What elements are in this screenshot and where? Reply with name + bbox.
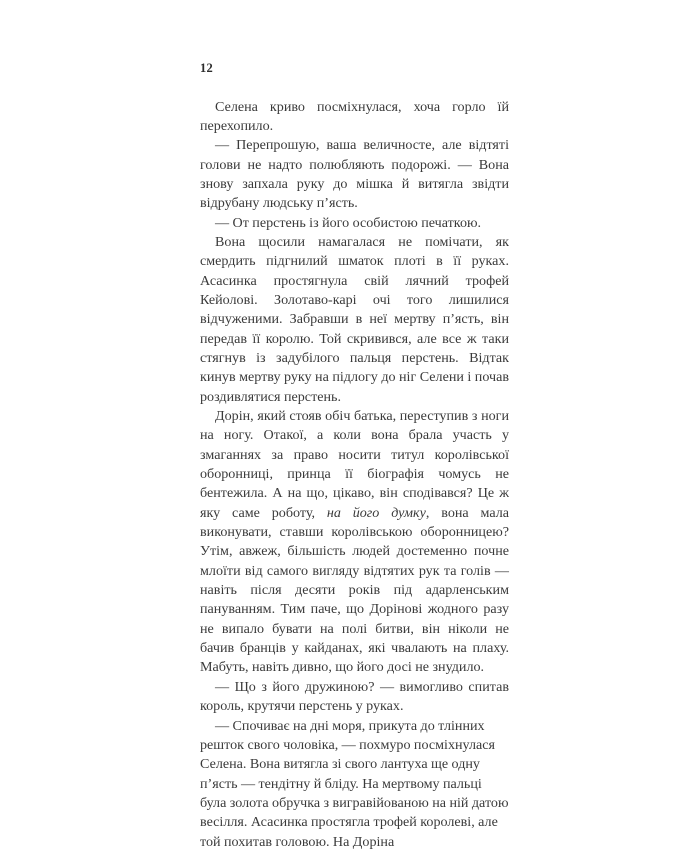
paragraph: — Перепрошую, ваша величносте, але відтяті голови не надто полюбляють подорожі. — Вона знову запхала руку до мішка й витягла звідти відрубану людську п’ясть.	[200, 137, 509, 212]
text-block	[200, 62, 509, 852]
paragraph	[200, 407, 509, 678]
paragraph: — Що з його дружиною? — вимогливо спитав король, крутячи перстень у руках.	[200, 678, 509, 715]
paragraph: Селена криво посміхнулася, хоча горло їй перехопило.	[200, 98, 509, 134]
paragraph-segment: , вона мала виконувати, ставши королівською оборонницею? Утім, авжеж, більшість людей достеменно почне млоїти від самого вигляду відтятих рук та голів — навіть після десяти років під адарленським пануванням. Тим паче, що Дорінові жодного разу не випало бувати на полі битви, він ніколи не бачив бранців у кайданах, які чвалають на плаху. Мабуть, навіть дивно, що його досі не знудило.	[200, 504, 509, 676]
paragraph: — От перстень із його особистою печаткою.	[215, 214, 482, 231]
paragraph: — Спочиває на дні моря, прикута до тлінних решток свого чоловіка, — похмуро посміхнулася Селена. Вона витягла зі свого лантуха ще одну п’ясть — тендітну й бліду. На мертвому пальці була золота обручка з вигравійованою на ній датою весілля. Асасинка простягла трофей королеві, але той похитав головою. На Доріна	[200, 717, 509, 850]
paragraph: Вона щосили намагалася не помічати, як смердить підгнилий шматок плоті в її руках. Асасинка простягнула свій лячний трофей Кейолові. Золотаво-карі очі того лишилися відчуженими. Забравши в неї мертву п’ясть, він передав її королю. Той скривився, але все ж таки стягнув із задубілого пальця перстень. Відтак кинув мертву руку на підлогу до ніг Селени і почав роздивлятися перстень.	[200, 233, 509, 405]
emphasis-text: на його думку	[326, 504, 426, 521]
body-text	[200, 98, 509, 852]
paragraph-segment: Дорін, який стояв обіч батька, переступив з ноги на ногу. Отакої, а коли вона брала участь у змаганнях за право носити титул королівської оборонниці, принца її біографія чомусь не бентежила. А на що, цікаво, він сподівався? Це ж яку саме роботу,	[200, 408, 509, 521]
page-number: 12	[200, 61, 213, 75]
